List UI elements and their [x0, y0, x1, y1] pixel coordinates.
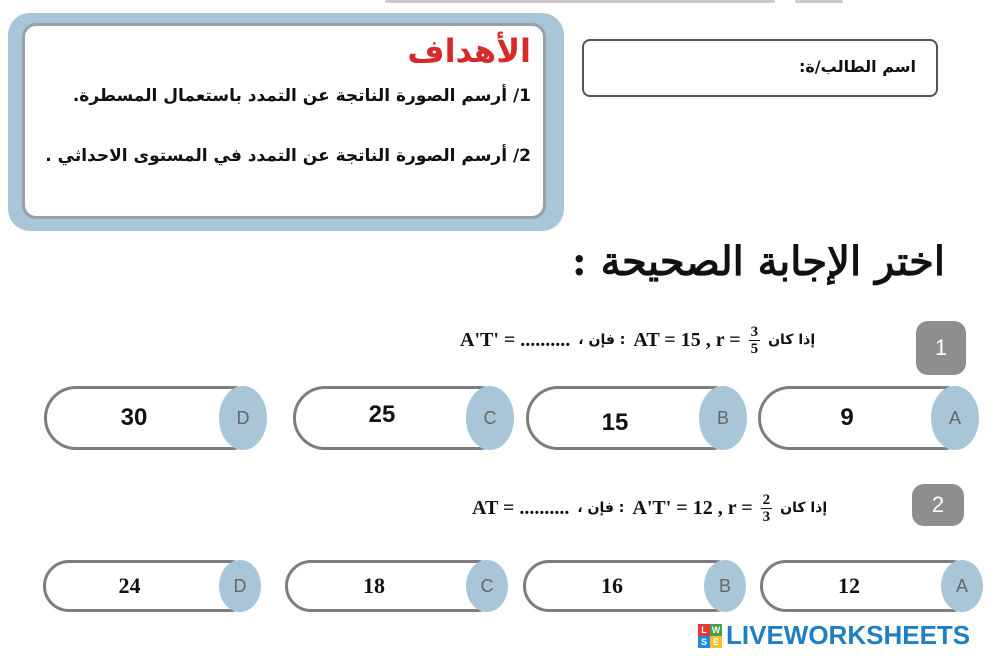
- liveworksheets-logo: [698, 620, 970, 651]
- fraction-denominator: 3: [762, 508, 771, 525]
- option-letter-badge: A: [941, 560, 983, 612]
- option-c[interactable]: [293, 386, 511, 450]
- logo-icon: [698, 624, 722, 648]
- logo-letter-l: L: [698, 624, 710, 636]
- question-then: ، فإن :: [578, 332, 626, 348]
- option-value: 9: [840, 404, 854, 431]
- option-letter-badge: C: [466, 386, 514, 450]
- student-name-field[interactable]: [582, 39, 938, 97]
- option-letter-badge: D: [219, 560, 261, 612]
- page-title: اختر الإجابة الصحيحة :: [571, 238, 945, 285]
- question-number-badge: 2: [912, 484, 964, 526]
- option-a[interactable]: [760, 560, 978, 612]
- option-d[interactable]: [44, 386, 264, 450]
- goals-card: [22, 23, 546, 219]
- option-value: 30: [120, 404, 148, 431]
- logo-letter-w: W: [711, 624, 721, 635]
- top-divider: [385, 0, 775, 3]
- goal-item-1: 1/ أرسم الصورة الناتجة عن التمدد باستعمال المسطرة.: [72, 86, 531, 106]
- question-if: إذا كان: [768, 332, 816, 348]
- question-2-text: [472, 485, 827, 531]
- option-letter-badge: C: [466, 560, 508, 612]
- option-letter-badge: B: [699, 386, 747, 450]
- brand-name: LIVEWORKSHEETS: [726, 620, 971, 650]
- fraction: [749, 324, 761, 357]
- question-number-badge: 1: [916, 321, 966, 375]
- fraction: [761, 492, 773, 525]
- goals-title: الأهداف: [407, 32, 531, 70]
- option-b[interactable]: [526, 386, 744, 450]
- option-value: 24: [118, 573, 141, 598]
- option-value: 25: [368, 401, 396, 428]
- option-value: 18: [363, 573, 385, 598]
- question-lhs: AT = ..........: [472, 496, 570, 519]
- fraction-numerator: 3: [750, 323, 759, 340]
- goal-item-2: 2/ أرسم الصورة الناتجة عن التمدد في المستوى الاحداثي .: [45, 146, 531, 166]
- fraction-numerator: 2: [762, 491, 771, 508]
- question-1-text: [460, 318, 815, 362]
- option-b[interactable]: [523, 560, 741, 612]
- option-c[interactable]: [285, 560, 503, 612]
- option-value: 16: [601, 573, 623, 598]
- question-given: AT = 15 , r =: [633, 328, 741, 351]
- option-value: 12: [838, 573, 860, 598]
- question-if: إذا كان: [780, 500, 828, 516]
- top-divider-small: [795, 0, 843, 3]
- fraction-denominator: 5: [750, 340, 759, 357]
- goals-panel: [8, 13, 564, 231]
- logo-letter-s: S: [698, 636, 710, 648]
- student-name-label: اسم الطالب/ة:: [798, 57, 916, 76]
- question-given: A'T' = 12 , r =: [632, 496, 753, 519]
- option-a[interactable]: [758, 386, 976, 450]
- option-d[interactable]: [43, 560, 256, 612]
- option-letter-badge: A: [931, 386, 979, 450]
- logo-letter-e: E: [710, 636, 722, 648]
- option-letter-badge: B: [704, 560, 746, 612]
- question-lhs: A'T' = ..........: [460, 328, 571, 351]
- option-value: 15: [601, 409, 629, 436]
- question-then: ، فإن :: [577, 500, 625, 516]
- option-letter-badge: D: [219, 386, 267, 450]
